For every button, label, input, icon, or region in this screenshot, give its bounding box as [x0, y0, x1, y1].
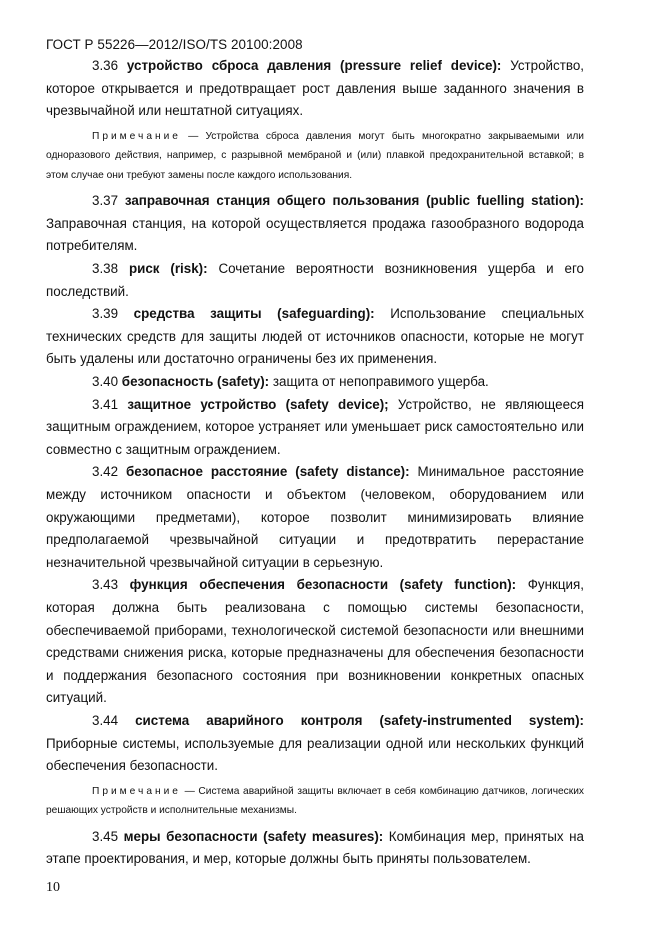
term-definition: Комбинация мер, принятых на этапе проектирования, и мер, которые должны быть приняты пользователем. [46, 828, 584, 867]
note-entry [46, 782, 584, 821]
term-title: заправочная станция общего пользования (public fuelling station): [124, 193, 584, 209]
term-entry [46, 461, 584, 574]
term-definition: Приборные системы, используемые для реализации одной или нескольких функций обеспечения безопасности. [46, 735, 584, 774]
term-entry [46, 303, 584, 371]
term-title: риск (risk): [128, 261, 208, 277]
term-definition: Заправочная станция, на которой осуществляется продажа газообразного водорода потребителям. [46, 215, 584, 254]
term-number: 3.43 [92, 577, 119, 593]
term-entry [46, 394, 584, 462]
term-number: 3.38 [92, 261, 119, 277]
term-entry [46, 55, 584, 123]
term-definition: Использование специальных технических средств для защиты людей от источников опасности, которые не могут быть удалены или достаточно ограничены без их применения. [46, 306, 584, 367]
note-text: — Система аварийной защиты включает в себя комбинацию датчиков, логических решающих устройств и исполнительные механизмы. [46, 785, 584, 817]
term-entry [46, 371, 584, 394]
term-title: система аварийного контроля (safety-instrumented system): [135, 712, 584, 728]
term-definition: Сочетание вероятности возникновения ущерба и его последствий. [46, 261, 584, 299]
note-text: — Устройства сброса давления могут быть многократно закрываемыми или одноразового действия, например, с разрывной мембраной и (или) плавкой предохранительной вставкой; в этом случае они требуют замены после каждого использования. [46, 130, 584, 181]
term-definition: Устройство, не являющееся защитным ограждением, которое устраняет или уменьшает риск самостоятельно или совместно с защитным ограждением. [46, 396, 584, 457]
term-entry [46, 710, 584, 778]
term-definition: Функция, которая должна быть реализована с помощью системы безопасности, обеспечиваемой приборами, технологической системой безопасности или внешними средствами снижения риска, которые предназначены для обеспечения безопасности и поддержания безопасного состояния при возникновении конкретных опасных ситуаций. [46, 577, 584, 706]
term-number: 3.44 [92, 712, 119, 728]
note-entry [46, 127, 584, 186]
note-label: Примечание [92, 785, 181, 797]
term-title: средства защиты (safeguarding): [133, 306, 375, 322]
term-number: 3.42 [92, 464, 119, 480]
term-title: безопасность (safety): [121, 374, 270, 390]
document-header: ГОСТ Р 55226—2012/ISO/TS 20100:2008 [46, 37, 303, 52]
term-number: 3.41 [92, 396, 119, 412]
term-number: 3.37 [92, 193, 119, 209]
term-title: функция обеспечения безопасности (safety function): [129, 577, 517, 593]
term-title: защитное устройство (safety device); [127, 396, 389, 412]
term-number: 3.40 [92, 374, 119, 390]
page-number: 10 [46, 880, 60, 895]
term-definition: защита от непоправимого ущерба. [269, 374, 489, 390]
term-entry [46, 190, 584, 258]
term-number: 3.45 [92, 828, 119, 844]
term-title: устройство сброса давления (pressure relief device): [126, 58, 502, 73]
note-label: Примечание [92, 130, 181, 142]
term-number: 3.39 [92, 306, 119, 322]
term-entry [46, 574, 584, 710]
term-title: безопасное расстояние (safety distance): [126, 464, 410, 480]
term-definition: Устройство, которое открывается и предотвращает рост давления выше заданного значения в чрезвычайной или нештатной ситуациях. [46, 58, 584, 119]
term-definition: Минимальное расстояние между источником опасности и объектом (человеком, оборудованием или окружающими предметами), которое позволит минимизировать влияние предполагаемой чрезвычайной ситуации и предотвратить перерастание незначительной чрезвычайной ситуации в серьезную. [46, 464, 584, 570]
term-entry [46, 826, 584, 871]
document-body [46, 55, 584, 871]
term-entry [46, 258, 584, 303]
term-title: меры безопасности (safety measures): [123, 828, 384, 844]
term-number: 3.36 [92, 58, 119, 73]
